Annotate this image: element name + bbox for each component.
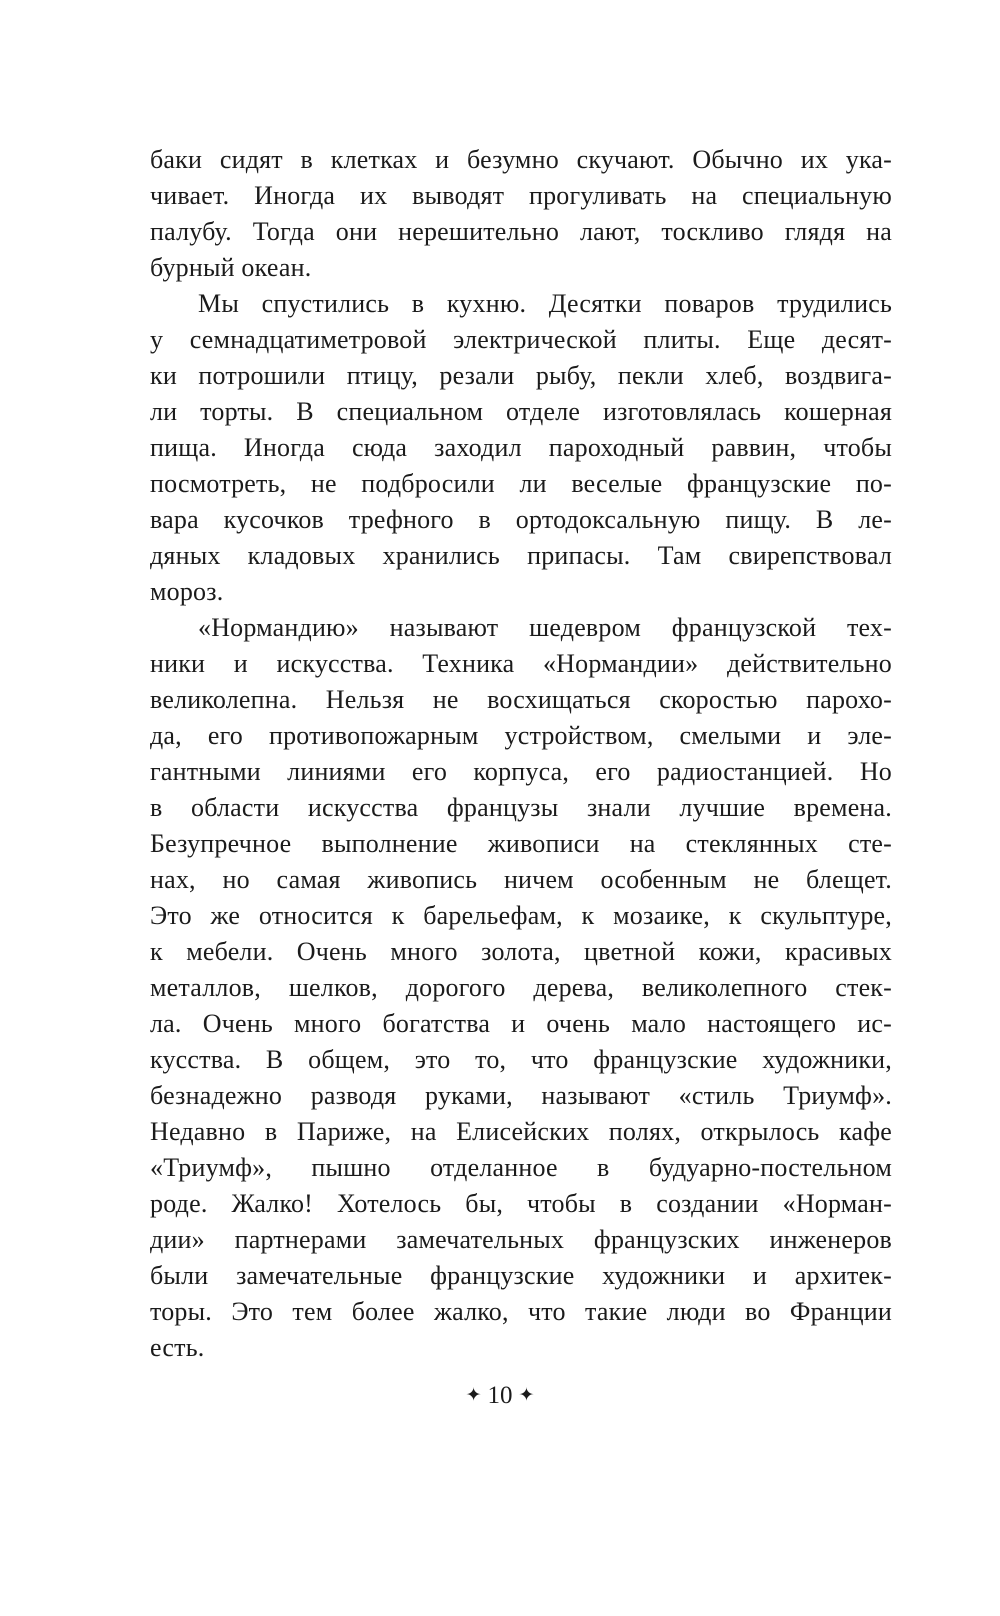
text-line: нах, но самая живопись ничем особенным не блещет.: [150, 865, 892, 894]
text-line: палубу. Тогда они нерешительно лают, тоскливо глядя на: [150, 217, 892, 246]
text-line: пища. Иногда сюда заходил пароходный раввин, чтобы: [150, 433, 892, 462]
text-line: Это же относится к барельефам, к мозаике, к скульптуре,: [150, 901, 892, 930]
text-line: металлов, шелков, дорогого дерева, великолепного стек-: [150, 973, 892, 1002]
page-footer: [0, 1378, 1000, 1416]
text-line: безнадежно разводя руками, называют «стиль Триумф».: [150, 1081, 892, 1110]
text-line: кусства. В общем, это то, что французские художники,: [150, 1045, 892, 1074]
text-line: великолепна. Нельзя не восхищаться скоростью парохо-: [150, 685, 892, 714]
text-line: есть.: [150, 1333, 205, 1362]
text-line: мороз.: [150, 577, 224, 606]
text-line: роде. Жалко! Хотелось бы, чтобы в создании «Норман-: [150, 1189, 892, 1218]
text-line: баки сидят в клетках и безумно скучают. Обычно их ука-: [150, 145, 892, 174]
text-line: да, его противопожарным устройством, смелыми и эле-: [150, 721, 892, 750]
text-line: чивает. Иногда их выводят прогуливать на специальную: [150, 181, 892, 210]
text-line: у семнадцатиметровой электрической плиты. Еще десят-: [150, 325, 892, 354]
text-line: ла. Очень много богатства и очень мало настоящего ис-: [150, 1009, 892, 1038]
text-line: вара кусочков трефного в ортодоксальную пищу. В ле-: [150, 505, 892, 534]
text-line: Недавно в Париже, на Елисейских полях, открылось кафе: [150, 1117, 892, 1146]
text-line: дяных кладовых хранились припасы. Там свирепствовал: [150, 541, 892, 570]
footer-ornament-left-icon: ✦: [465, 1385, 482, 1406]
page-text-block: [150, 142, 892, 1366]
text-line: торы. Это тем более жалко, что такие люди во Франции: [150, 1297, 892, 1326]
text-line: «Нормандию» называют шедевром французской тех-: [198, 613, 892, 642]
text-line: были замечательные французские художники и архитек-: [150, 1261, 892, 1290]
text-line: «Триумф», пышно отделанное в будуарно-постельном: [150, 1153, 892, 1182]
text-line: ли торты. В специальном отделе изготовлялась кошерная: [150, 397, 892, 426]
text-line: Безупречное выполнение живописи на стеклянных сте-: [150, 829, 892, 858]
text-line: гантными линиями его корпуса, его радиостанцией. Но: [150, 757, 892, 786]
text-line: ки потрошили птицу, резали рыбу, пекли хлеб, воздвига-: [150, 361, 892, 390]
page-number: 10: [487, 1382, 513, 1409]
text-line: ники и искусства. Техника «Нормандии» действительно: [150, 649, 892, 678]
footer-ornament-right-icon: ✦: [518, 1385, 535, 1406]
text-line: бурный океан.: [150, 253, 312, 282]
text-line: в области искусства французы знали лучшие времена.: [150, 793, 892, 822]
text-line: дии» партнерами замечательных французских инженеров: [150, 1225, 892, 1254]
text-line: Мы спустились в кухню. Десятки поваров трудились: [198, 289, 892, 318]
text-line: к мебели. Очень много золота, цветной кожи, красивых: [150, 937, 892, 966]
text-line: посмотреть, не подбросили ли веселые французские по-: [150, 469, 892, 498]
